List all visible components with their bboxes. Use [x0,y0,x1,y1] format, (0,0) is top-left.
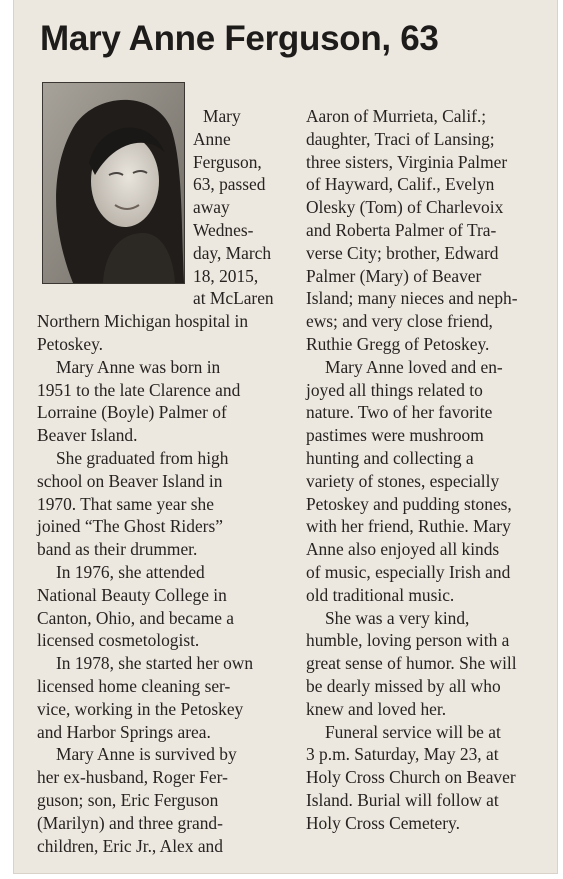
left-column [37,105,295,857]
text-line: of Hayward, Calif., Evelyn [306,174,495,195]
text-line: joined “The Ghost Riders” [37,516,223,537]
text-line: She graduated from high [56,447,229,468]
text-line: of music, especially Irish and [306,561,511,582]
obituary-headline: Mary Anne Ferguson, 63 [40,19,439,58]
text-line: Northern Michigan hospital in [37,311,249,332]
text-line: variety of stones, especially [306,470,500,491]
paragraph [306,607,556,721]
text-line: pastimes were mushroom [306,425,484,446]
text-line: children, Eric Jr., Alex and [37,835,223,856]
text-line: Funeral service will be at [325,721,501,742]
text-line: Mary Anne is survived by [56,744,237,765]
text-line: Canton, Ohio, and became a [37,607,235,628]
text-line: with her friend, Ruthie. Mary [306,516,511,537]
text-line: great sense of humor. She will [306,653,517,674]
intro-text [193,105,293,310]
text-line: She was a very kind, [325,607,470,628]
text-line: 63, passed [193,174,266,195]
text-line: Mary Anne loved and en- [325,356,503,377]
newspaper-clipping [14,0,557,873]
right-paragraphs [306,356,556,835]
text-line: Petoskey and pudding stones, [306,493,512,514]
text-line: 1970. That same year she [37,493,214,514]
text-line: and Roberta Palmer of Tra- [306,219,497,240]
text-line: hunting and collecting a [306,447,474,468]
text-line: three sisters, Virginia Palmer [306,151,508,172]
text-line: at McLaren [193,288,274,309]
text-line: Holy Cross Church on Beaver [306,767,516,788]
text-line: and Harbor Springs area. [37,721,211,742]
text-line: Ruthie Gregg of Petoskey. [306,333,490,354]
text-line: guson; son, Eric Ferguson [37,789,219,810]
text-line: Anne also enjoyed all kinds [306,539,500,560]
paragraph [37,447,295,561]
text-line: licensed cosmetologist. [37,630,200,651]
text-line: daughter, Traci of Lansing; [306,128,495,149]
paragraph [306,721,556,835]
paragraph [37,561,295,652]
text-line: Island; many nieces and neph- [306,288,518,309]
text-line: joyed all things related to [306,379,483,400]
text-line: humble, loving person with a [306,630,510,651]
text-line: knew and loved her. [306,698,447,719]
text-line: her ex-husband, Roger Fer- [37,767,228,788]
text-line: nature. Two of her favorite [306,402,493,423]
text-line: Petoskey. [37,333,104,354]
text-line: Island. Burial will follow at [306,789,499,810]
text-line: band as their drummer. [37,539,198,560]
text-line: In 1978, she started her own [56,653,254,674]
text-line: licensed home cleaning ser- [37,675,231,696]
text-line: Lorraine (Boyle) Palmer of [37,402,227,423]
text-line: In 1976, she attended [56,561,205,582]
text-line: Anne [193,128,231,149]
intro-tail [37,310,295,356]
text-line: be dearly missed by all who [306,675,501,696]
text-line: Beaver Island. [37,425,138,446]
text-line: Holy Cross Cemetery. [306,812,460,833]
text-line: old traditional music. [306,584,455,605]
text-line: Ferguson, [193,151,262,172]
text-line: Palmer (Mary) of Beaver [306,265,482,286]
text-line: Aaron of Murrieta, Calif.; [306,106,487,126]
left-paragraphs [37,356,295,858]
text-line: school on Beaver Island in [37,470,223,491]
text-line: verse City; brother, Edward [306,242,499,263]
text-line: ews; and very close friend, [306,311,493,332]
text-line: Olesky (Tom) of Charlevoix [306,197,504,218]
paragraph [37,356,295,447]
text-line: away [193,197,230,218]
text-line: Wednes- [193,219,254,240]
paragraph [37,743,295,857]
text-line: National Beauty College in [37,584,227,605]
text-line: day, March [193,242,272,263]
text-line: Mary [203,106,241,126]
text-line: (Marilyn) and three grand- [37,812,223,833]
text-line: vice, working in the Petoskey [37,698,244,719]
continued-paragraph [306,105,556,356]
right-column [306,105,556,835]
text-line: Mary Anne was born in [56,356,221,377]
text-line: 3 p.m. Saturday, May 23, at [306,744,499,765]
text-line: 18, 2015, [193,265,259,286]
text-line: 1951 to the late Clarence and [37,379,241,400]
paragraph [306,356,556,607]
paragraph [37,652,295,743]
